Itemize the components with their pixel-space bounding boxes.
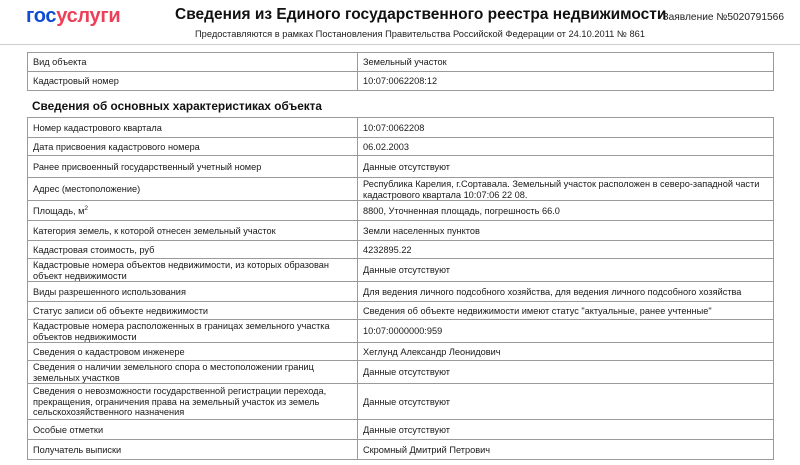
characteristics-table [27, 117, 774, 460]
row-value: 4232895.22 [358, 241, 774, 259]
table-row [28, 118, 774, 138]
row-label [28, 201, 358, 221]
row-label: Сведения о наличии земельного спора о местоположении границ земельных участков [28, 361, 358, 384]
row-label: Дата присвоения кадастрового номера [28, 138, 358, 156]
table-row [28, 241, 774, 259]
row-value: Скромный Дмитрий Петрович [358, 440, 774, 460]
table-row [28, 420, 774, 440]
row-label: Сведения о невозможности государственной регистрации перехода, прекращения, ограничения права на земельный участок из земель сельскохозяйственного назначения [28, 384, 358, 420]
row-label: Сведения о кадастровом инженере [28, 343, 358, 361]
area-label-superscript: 2 [84, 204, 89, 212]
gosuslugi-logo [26, 5, 120, 28]
row-value: 06.02.2003 [358, 138, 774, 156]
row-value: Данные отсутствуют [358, 420, 774, 440]
row-value: Данные отсутствуют [358, 156, 774, 178]
row-label: Вид объекта [28, 53, 358, 72]
row-value: Для ведения личного подсобного хозяйства, для ведения личного подсобного хозяйства [358, 282, 774, 302]
table-row [28, 53, 774, 72]
table-row [28, 282, 774, 302]
row-value: Земельный участок [358, 53, 774, 72]
table-row [28, 361, 774, 384]
table-row [28, 201, 774, 221]
table-row [28, 138, 774, 156]
document-title: Сведения из Единого государственного реестра недвижимости [175, 6, 667, 23]
row-value: 10:07:0062208 [358, 118, 774, 138]
table-row [28, 320, 774, 343]
row-label: Кадастровые номера объектов недвижимости, из которых образован объект недвижимости [28, 259, 358, 282]
table-row [28, 440, 774, 460]
row-value: Данные отсутствуют [358, 259, 774, 282]
row-value: 8800, Уточненная площадь, погрешность 66.0 [358, 201, 774, 221]
row-label: Кадастровый номер [28, 72, 358, 91]
row-label: Ранее присвоенный государственный учетный номер [28, 156, 358, 178]
logo-part-uslugi: услуги [56, 5, 121, 27]
table-row [28, 221, 774, 241]
row-label: Статус записи об объекте недвижимости [28, 302, 358, 320]
area-label-text: Площадь, м [33, 205, 85, 216]
section-title: Сведения об основных характеристиках объекта [32, 99, 322, 113]
row-label: Особые отметки [28, 420, 358, 440]
table-row [28, 156, 774, 178]
document-subtitle: Предоставляются в рамках Постановления Правительства Российской Федерации от 24.10.2011 № 861 [195, 29, 645, 39]
table-row [28, 178, 774, 201]
row-label: Кадастровые номера расположенных в границах земельного участка объектов недвижимости [28, 320, 358, 343]
row-value: Республика Карелия, г.Сортавала. Земельный участок расположен в северо-западной части кадастрового квартала 10:07:06 22 08. [358, 178, 774, 201]
table-row [28, 259, 774, 282]
table-row [28, 72, 774, 91]
row-label: Виды разрешенного использования [28, 282, 358, 302]
table-row [28, 302, 774, 320]
row-value: Данные отсутствуют [358, 361, 774, 384]
document-header [0, 0, 800, 44]
row-label: Получатель выписки [28, 440, 358, 460]
row-label: Адрес (местоположение) [28, 178, 358, 201]
object-table [27, 52, 774, 91]
header-divider [0, 44, 800, 45]
row-value: Сведения об объекте недвижимости имеют статус "актуальные, ранее учтенные" [358, 302, 774, 320]
logo-part-gos: гос [26, 5, 57, 27]
row-label: Кадастровая стоимость, руб [28, 241, 358, 259]
table-row [28, 343, 774, 361]
table-row [28, 384, 774, 420]
request-number: Заявление №5020791566 [662, 12, 784, 23]
row-value: 10:07:0062208:12 [358, 72, 774, 91]
row-value: Земли населенных пунктов [358, 221, 774, 241]
row-value: Хеглунд Александр Леонидович [358, 343, 774, 361]
row-label: Категория земель, к которой отнесен земельный участок [28, 221, 358, 241]
row-label: Номер кадастрового квартала [28, 118, 358, 138]
row-value: Данные отсутствуют [358, 384, 774, 420]
row-value: 10:07:0000000:959 [358, 320, 774, 343]
